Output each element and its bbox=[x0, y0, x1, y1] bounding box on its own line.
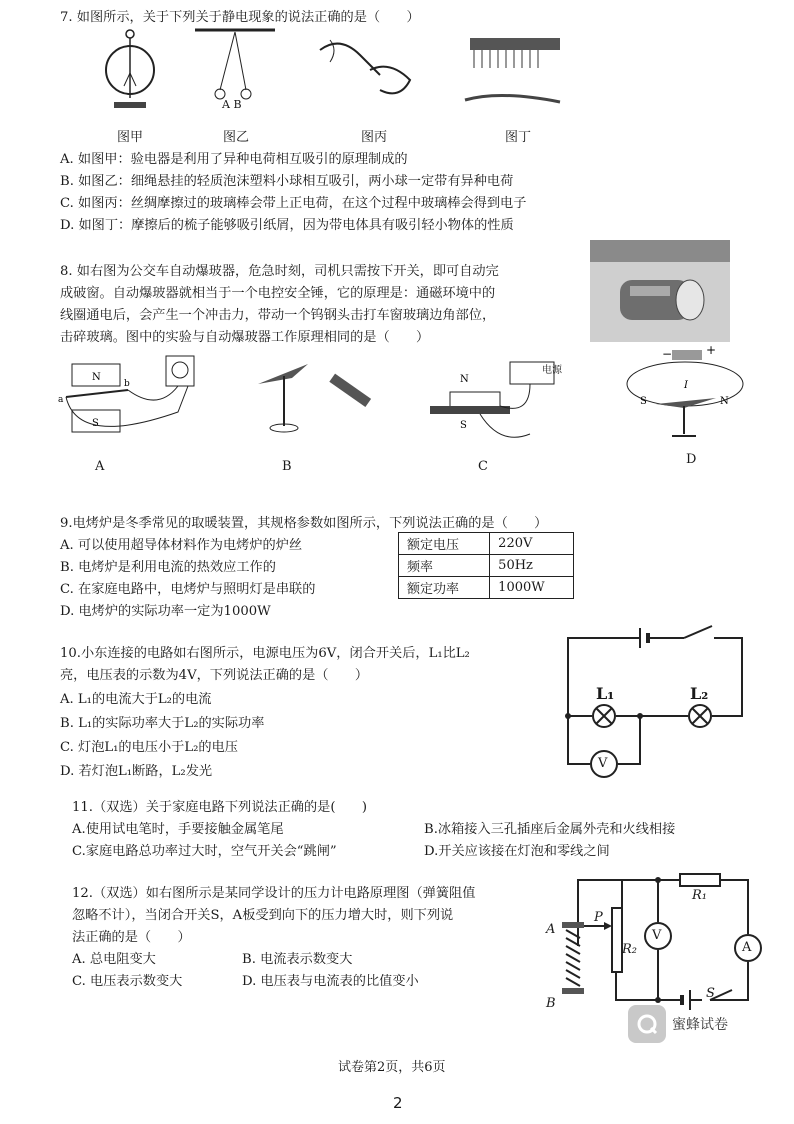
svg-text:S: S bbox=[92, 418, 99, 429]
footer-page-number: 2 bbox=[393, 1094, 403, 1112]
watermark-text: 蜜蜂试卷 bbox=[672, 1017, 728, 1033]
q9-option-a: A. 可以使用超导体材料作为电烤炉的炉丝 bbox=[60, 538, 303, 553]
svg-text:N: N bbox=[92, 372, 101, 383]
q7-figure-jia bbox=[100, 28, 160, 116]
q9-spec-table bbox=[398, 532, 574, 599]
q12-option-a: A. 总电阻变大 bbox=[72, 952, 156, 967]
q10-l1-label: L₁ bbox=[596, 684, 615, 703]
q12-line-1: 12.（双选）如右图所示是某同学设计的压力计电路原理图（弹簧阻值 bbox=[72, 886, 476, 901]
q7-ab-label: A B bbox=[222, 98, 242, 111]
footer-page-info: 试卷第2页，共6页 bbox=[338, 1060, 446, 1075]
q12-label-r1: R₁ bbox=[692, 888, 707, 903]
q7-figure-yi bbox=[190, 26, 280, 106]
q12-label-ammeter: A bbox=[742, 940, 752, 955]
q10-option-c: C. 灯泡L₁的电压小于L₂的电压 bbox=[60, 740, 238, 755]
q9-option-c: C. 在家庭电路中，电烤炉与照明灯是串联的 bbox=[60, 582, 316, 597]
q9-option-b: B. 电烤炉是利用电流的热效应工作的 bbox=[60, 560, 276, 575]
svg-text:a: a bbox=[58, 395, 64, 405]
q9-stem: 9.电烤炉是冬季常见的取暖装置，其规格参数如图所示，下列说法正确的是（ ） bbox=[60, 516, 548, 531]
q12-option-d: D. 电压表与电流表的比值变小 bbox=[242, 974, 419, 989]
svg-text:N: N bbox=[460, 374, 469, 385]
q7-figure-ding bbox=[460, 30, 570, 112]
q10-l2-label: L₂ bbox=[690, 684, 709, 703]
q12-option-c: C. 电压表示数变大 bbox=[72, 974, 183, 989]
q12-label-switch: S bbox=[706, 986, 715, 1001]
q10-circuit-diagram bbox=[560, 622, 750, 782]
q7-caption-jia: 图甲 bbox=[117, 130, 144, 145]
q10-option-b: B. L₁的实际功率大于L₂的实际功率 bbox=[60, 716, 265, 731]
q8-caption-c: C bbox=[478, 459, 488, 474]
q8-line-4: 击碎玻璃。图中的实验与自动爆玻器工作原理相同的是（ ） bbox=[60, 330, 430, 345]
q11-stem: 11.（双选）关于家庭电路下列说法正确的是( ) bbox=[72, 800, 368, 815]
spec-value: 50Hz bbox=[490, 555, 574, 577]
q10-voltmeter-label: V bbox=[598, 756, 608, 771]
q7-option-b: B. 如图乙：细绳悬挂的轻质泡沫塑料小球相互吸引，两小球一定带有异种电荷 bbox=[60, 174, 514, 189]
watermark-logo-icon bbox=[628, 1005, 666, 1043]
q8-figure-d bbox=[620, 342, 750, 448]
svg-text:b: b bbox=[124, 379, 130, 389]
q12-label-r2: R₂ bbox=[622, 942, 637, 957]
svg-text:S: S bbox=[640, 396, 647, 407]
spec-label: 额定电压 bbox=[399, 533, 490, 555]
q12-line-2: 忽略不计），当闭合开关S，A板受到向下的压力增大时，则下列说 bbox=[72, 908, 454, 923]
q7-caption-bing: 图丙 bbox=[361, 130, 388, 145]
svg-text:N: N bbox=[720, 396, 729, 407]
q7-figure-bing bbox=[310, 30, 430, 110]
q7-caption-yi: 图乙 bbox=[223, 130, 250, 145]
q12-label-voltmeter: V bbox=[652, 928, 662, 943]
watermark bbox=[628, 1005, 728, 1043]
q12-option-b: B. 电流表示数变大 bbox=[242, 952, 353, 967]
q7-option-a: A. 如图甲：验电器是利用了异种电荷相互吸引的原理制成的 bbox=[60, 152, 408, 167]
q7-caption-ding: 图丁 bbox=[505, 130, 532, 145]
q12-label-a: A bbox=[546, 922, 556, 937]
q8-power-label: 电源 bbox=[542, 365, 562, 376]
q8-line-1: 8. 如右图为公交车自动爆玻器，危急时刻，司机只需按下开关，即可自动完 bbox=[60, 264, 499, 279]
q7-option-c: C. 如图丙：丝绸摩擦过的玻璃棒会带上正电荷，在这个过程中玻璃棒会得到电子 bbox=[60, 196, 527, 211]
q11-option-b: B.冰箱接入三孔插座后金属外壳和火线相接 bbox=[424, 822, 676, 837]
q10-line-1: 10.小东连接的电路如右图所示，电源电压为6V，闭合开关后，L₁比L₂ bbox=[60, 646, 470, 661]
q11-option-d: D.开关应该接在灯泡和零线之间 bbox=[424, 844, 610, 859]
q8-line-3: 线圈通电后，会产生一个冲击力，带动一个钨钢头击打车窗玻璃边角部位， bbox=[60, 308, 496, 323]
q8-line-2: 成破窗。自动爆玻器就相当于一个电控安全锤，它的原理是：通磁环境中的 bbox=[60, 286, 496, 301]
q8-figure-b bbox=[248, 360, 378, 440]
q8-figure-a bbox=[58, 352, 203, 452]
table-row bbox=[399, 555, 574, 577]
q7-option-d: D. 如图丁：摩擦后的梳子能够吸引纸屑，因为带电体具有吸引轻小物体的性质 bbox=[60, 218, 514, 233]
table-row bbox=[399, 533, 574, 555]
q12-label-p: P bbox=[594, 910, 603, 925]
q11-option-a: A.使用试电笔时，手要接触金属笔尾 bbox=[72, 822, 284, 837]
spec-label: 频率 bbox=[399, 555, 490, 577]
svg-text:+: + bbox=[706, 343, 717, 357]
q11-option-c: C.家庭电路总功率过大时，空气开关会“跳闸” bbox=[72, 844, 337, 859]
q10-option-d: D. 若灯泡L₁断路，L₂发光 bbox=[60, 764, 213, 779]
q8-caption-a: A bbox=[95, 459, 105, 474]
spec-value: 220V bbox=[490, 533, 574, 555]
q12-line-3: 法正确的是（ ） bbox=[72, 930, 191, 945]
spec-label: 额定功率 bbox=[399, 577, 490, 599]
q8-caption-b: B bbox=[282, 459, 292, 474]
q8-caption-d: D bbox=[686, 452, 697, 467]
spec-value: 1000W bbox=[490, 577, 574, 599]
svg-text:−: − bbox=[662, 347, 673, 361]
q12-label-b: B bbox=[546, 996, 556, 1011]
svg-text:S: S bbox=[460, 420, 467, 431]
q9-option-d: D. 电烤炉的实际功率一定为1000W bbox=[60, 604, 271, 619]
q7-stem: 7. 如图所示，关于下列关于静电现象的说法正确的是（ ） bbox=[60, 10, 420, 25]
q10-line-2: 亮，电压表的示数为4V，下列说法正确的是（ ） bbox=[60, 668, 369, 683]
q10-option-a: A. L₁的电流大于L₂的电流 bbox=[60, 692, 212, 707]
svg-text:I: I bbox=[684, 380, 688, 391]
q8-breaker-photo bbox=[590, 240, 730, 342]
q12-circuit-diagram bbox=[540, 868, 770, 1018]
table-row bbox=[399, 577, 574, 599]
